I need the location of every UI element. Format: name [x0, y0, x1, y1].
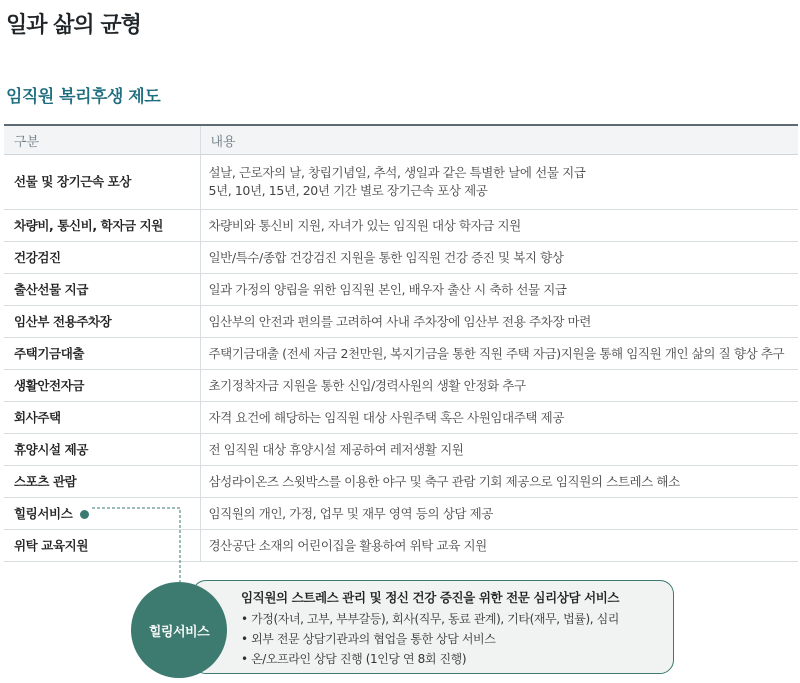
callout-marker-dot — [80, 510, 89, 519]
row-category: 선물 및 장기근속 포상 — [4, 155, 200, 210]
row-category: 스포츠 관람 — [4, 466, 200, 498]
header-category: 구분 — [4, 125, 200, 155]
table-row — [4, 242, 798, 274]
row-content: 주택기금대출 (전세 자금 2천만원, 복지기금을 통한 직원 주택 자금)지원을 통해 임직원 개인 삶의 질 향상 추구 — [200, 338, 798, 370]
row-content-line: 설날, 근로자의 날, 창립기념일, 추석, 생일과 같은 특별한 날에 선물 지급 — [208, 165, 586, 180]
table-row — [4, 210, 798, 242]
row-content: 임산부의 안전과 편의를 고려하여 사내 주차장에 임산부 전용 주차장 마련 — [200, 306, 798, 338]
table-row — [4, 338, 798, 370]
row-content: 임직원의 개인, 가정, 업무 및 재무 영역 등의 상담 제공 — [200, 498, 798, 530]
table-row — [4, 402, 798, 434]
row-category: 생활안전자금 — [4, 370, 200, 402]
row-content: 경산공단 소재의 어린이집을 활용하여 위탁 교육 지원 — [200, 530, 798, 562]
callout-item: • 외부 전문 상담기관과의 협업을 통한 상담 서비스 — [241, 632, 496, 646]
row-content: 초기정착자금 지원을 통한 신입/경력사원의 생활 안정화 추구 — [200, 370, 798, 402]
row-category: 주택기금대출 — [4, 338, 200, 370]
table-row — [4, 530, 798, 562]
callout-item: • 가정(자녀, 고부, 부부갈등), 회사(직무, 동료 관계), 기타(재무, 법률), 심리 — [241, 612, 619, 626]
row-content-line: 5년, 10년, 15년, 20년 기간 별로 장기근속 포상 제공 — [208, 183, 488, 198]
table-row — [4, 274, 798, 306]
section-title: 임직원 복리후생 제도 — [6, 87, 161, 107]
row-category: 차량비, 통신비, 학자금 지원 — [4, 210, 200, 242]
row-content: 전 임직원 대상 휴양시설 제공하여 레저생활 지원 — [200, 434, 798, 466]
row-content: 일과 가정의 양립을 위한 임직원 본인, 배우자 출산 시 축하 선물 지급 — [200, 274, 798, 306]
row-content: 차량비와 통신비 지원, 자녀가 있는 임직원 대상 학자금 지원 — [200, 210, 798, 242]
row-content: 일반/특수/종합 건강검진 지원을 통한 임직원 건강 증진 및 복지 향상 — [200, 242, 798, 274]
row-category: 위탁 교육지원 — [4, 530, 200, 562]
table-row — [4, 498, 798, 530]
callout-circle-label: 힐링서비스 — [131, 582, 227, 678]
table-row — [4, 466, 798, 498]
callout-heading: 임직원의 스트레스 관리 및 정신 건강 증진을 위한 전문 심리상담 서비스 — [241, 590, 620, 605]
table-row — [4, 306, 798, 338]
table-row — [4, 155, 798, 210]
row-category: 회사주택 — [4, 402, 200, 434]
row-content — [200, 155, 798, 210]
row-category-healing — [4, 498, 200, 530]
row-category: 건강검진 — [4, 242, 200, 274]
row-content: 삼성라이온즈 스윗박스를 이용한 야구 및 축구 관람 기회 제공으로 임직원의 스트레스 해소 — [200, 466, 798, 498]
header-content: 내용 — [200, 125, 798, 155]
table-row — [4, 434, 798, 466]
row-content: 자격 요건에 해당하는 임직원 대상 사원주택 혹은 사원임대주택 제공 — [200, 402, 798, 434]
callout-item: • 온/오프라인 상담 진행 (1인당 연 8회 진행) — [241, 652, 467, 666]
page-title: 일과 삶의 균형 — [6, 13, 141, 38]
table-header-row — [4, 125, 798, 155]
table-row — [4, 370, 798, 402]
row-category: 임산부 전용주차장 — [4, 306, 200, 338]
benefits-table — [4, 124, 798, 562]
row-category-label: 힐링서비스 — [14, 505, 73, 521]
row-category: 휴양시설 제공 — [4, 434, 200, 466]
row-category: 출산선물 지급 — [4, 274, 200, 306]
callout-box — [192, 580, 674, 674]
